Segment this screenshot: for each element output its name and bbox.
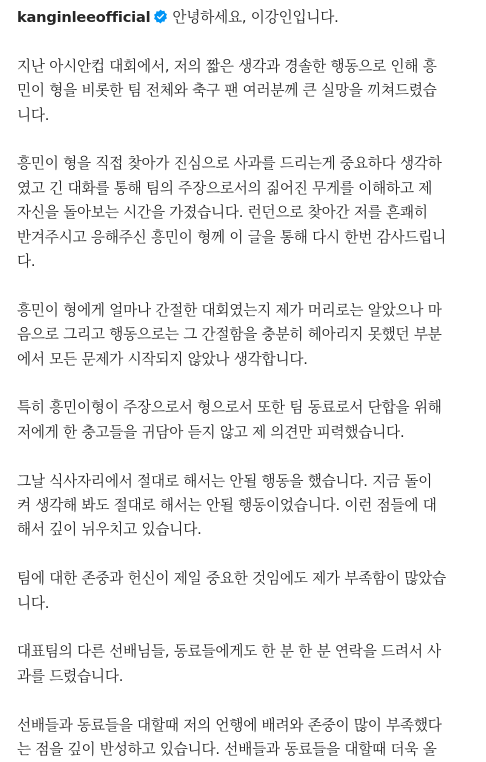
- caption-paragraph-2: 흥민이 형을 직접 찾아가 진심으로 사과를 드리는게 중요하다 생각하 였고 긴 대화를 통해 팀의 주장으로서의 짊어진 무게를 이해하고 제 자신을 돌아보는 시간을 가졌습니다. 런던으로 찾아간 저를 흔쾌히 반겨주시고 응해주신 흥민이 형께 이 글을 통해 다시 한번 감사드립니 다.: [17, 155, 447, 271]
- caption-paragraph-8: 선배들과 동료들을 대할때 저의 언행에 배려와 존중이 많이 부족했다 는 점을 깊이 반성하고 있습니다. 선배들과 동료들을 대할때 더욱 올: [17, 716, 442, 759]
- greeting-text: 안녕하세요, 이강인입니다.: [172, 9, 339, 26]
- caption-paragraph-6: 팀에 대한 존중과 헌신이 제일 중요한 것임에도 제가 부족함이 많았습 니다.: [17, 570, 447, 612]
- post-caption: [17, 6, 477, 762]
- caption-paragraph-5: 그날 식사자리에서 절대로 해서는 안될 행동을 했습니다. 지금 돌이 켜 생각해 봐도 절대로 해서는 안될 행동이었습니다. 이런 점들에 대 해서 깊이 뉘우치고 있습니다.: [17, 472, 437, 539]
- caption-paragraph-4: 특히 흥민이형이 주장으로서 형으로서 또한 팀 동료로서 단합을 위해 저에게 한 충고들을 귀담아 듣지 않고 제 의견만 피력했습니다.: [17, 399, 442, 441]
- caption-header: [17, 6, 477, 30]
- username-link[interactable]: kanginleeofficial: [17, 9, 151, 26]
- caption-paragraph-1: 지난 아시안컵 대회에서, 저의 짧은 생각과 경솔한 행동으로 인해 흥 민이 형을 비롯한 팀 전체와 축구 팬 여러분께 큰 실망을 끼쳐드렸습 니다.: [17, 57, 437, 124]
- caption-paragraph-7: 대표팀의 다른 선배님들, 동료들에게도 한 분 한 분 연락을 드려서 사 과를 드렸습니다.: [17, 643, 442, 685]
- verified-badge-icon: [153, 9, 168, 24]
- caption-paragraph-3: 흥민이 형에게 얼마나 간절한 대회였는지 제가 머리로는 알았으나 마 음으로 그리고 행동으로는 그 간절함을 충분히 헤아리지 못했던 부분 에서 모든 문제가 시작되지 않았나 생각합니다.: [17, 301, 442, 368]
